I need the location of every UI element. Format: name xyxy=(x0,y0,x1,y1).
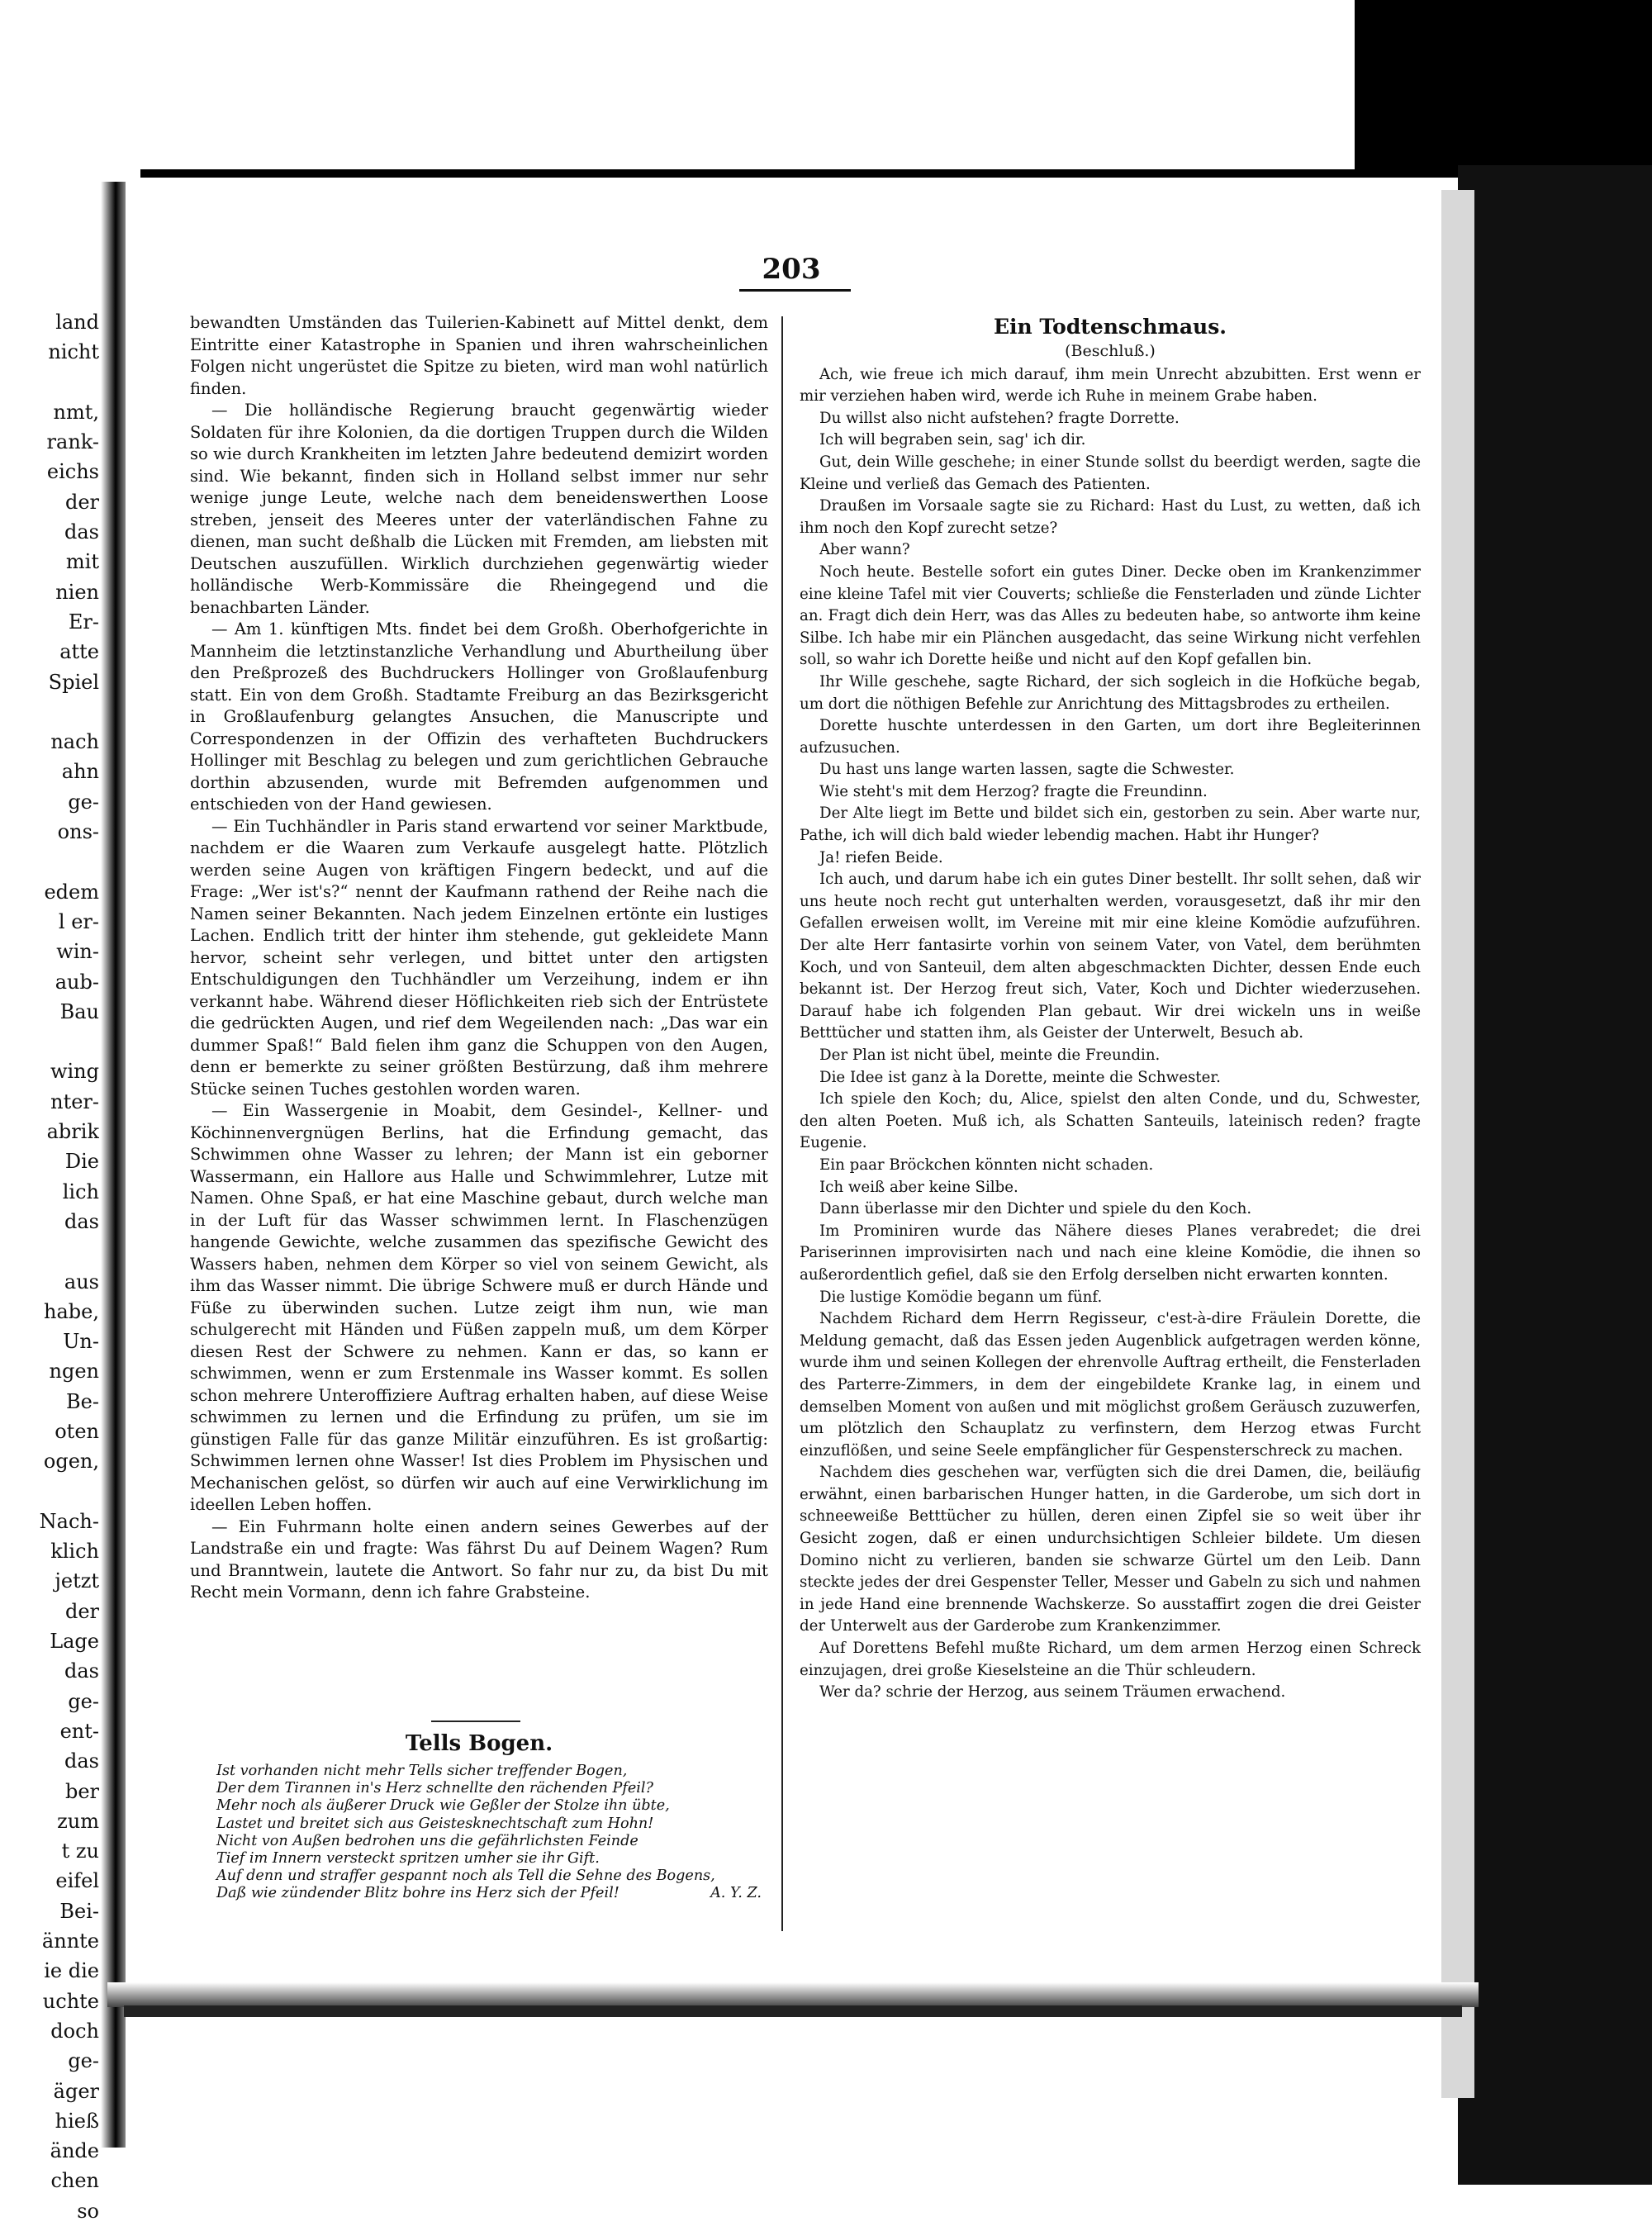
scan-bottom-shadow xyxy=(107,1982,1479,2007)
poem-title: Tells Bogen. xyxy=(405,1731,553,1756)
prev-page-fragment: ogen, xyxy=(43,1450,99,1474)
prev-page-fragment: Spiel xyxy=(48,670,99,694)
prev-page-fragment: das xyxy=(64,1659,99,1683)
prev-page-fragment: hieß xyxy=(55,2109,99,2133)
prev-page-fragment: so xyxy=(77,2199,99,2223)
prev-page-fragment: Lage xyxy=(50,1630,99,1654)
prev-page-fragment: klich xyxy=(50,1540,99,1564)
prev-page-fragment xyxy=(0,1477,99,1507)
story-paragraph: Du hast uns lange warten lassen, sagte die Schwester. xyxy=(819,761,1235,779)
prev-page-fragment: nien xyxy=(55,580,99,604)
scan-top-left-margin xyxy=(0,0,140,198)
column-divider xyxy=(781,316,783,1931)
story-paragraph: Dorette huschte unterdessen in den Garten, um dort ihre Begleiterinnen aufzusuchen. xyxy=(800,717,1421,757)
story-paragraph: Ja! riefen Beide. xyxy=(819,848,943,866)
story-paragraph: Im Prominiren wurde das Nähere dieses Planes verabredet; die drei Pariserinnen improvisirten nach und nach eine kleine Komödie, die ihnen so außerordentlich gefiel, daß sie den Erfolg derselben nicht erwarten konnten. xyxy=(800,1222,1421,1284)
previous-page-fragments xyxy=(0,307,99,2226)
prev-page-fragment: zum xyxy=(57,1809,99,1833)
story-body xyxy=(800,364,1421,1704)
prev-page-fragment: land xyxy=(55,311,99,334)
prev-page-fragment: Bau xyxy=(59,999,99,1023)
story-paragraph: Draußen im Vorsaale sagte sie zu Richard: Hast du Lust, zu wetten, daß ich ihm noch den Kopf zurecht setze? xyxy=(800,497,1421,537)
scan-bottom-border xyxy=(124,2005,1462,2017)
news-paragraph: — Ein Fuhrmann holte einen andern seines Gewerbes auf der Landstraße ein und fragte: Was fährst Du auf Deinem Wagen? Rum und Branntwein, lautete die Antwort. So fahr nur zu, da bist Du mit Recht mein Vormann, denn ich fahre Grabsteine. xyxy=(190,1516,768,1602)
poem-line: Nicht von Außen bedrohen uns die gefährlichsten Feinde xyxy=(216,1832,638,1849)
poem-closing-verse: Daß wie zündender Blitz bohre ins Herz sich der Pfeil! xyxy=(216,1885,620,1902)
prev-page-fragment: das xyxy=(64,520,99,544)
prev-page-fragment: nach xyxy=(50,730,99,754)
news-paragraph: — Ein Wassergenie in Moabit, dem Gesindel-, Kellner- und Köchinnenvergnügen Berlins, hat die Erfindung gemacht, das Schwimmen ohne Wasser zu lehren; der Mann ist ein geborner Wassermann, ein Hallore aus Halle und Schwimmlehrer, Lutze mit Namen. Ohne Spaß, er hat eine Maschine gebaut, durch welche man in der Luft für das Wasser schwimmen lernt. In Flaschenzügen hangende Gewichte, welche zusammen das spezifische Gewicht des Wassers haben, nehmen dem Körper so viel von seinem Gewicht, als ihm das Wasser nimmt. Die übrige Schwere muß er durch Hände und Füße zu überwinden suchen. Lutze zeigt ihm nun, wie man schulgerecht mit Händen und Füßen zappeln muß, um dem Körper diesen Rest der Schwere zu nehmen. Kann er das, so kann er schwimmen, wenn er zum Erstenmale ins Wasser kommt. Es sollen schon mehrere Unteroffiziere Auftrag erhalten haben, auf diese Weise schwimmen zu lernen und die Erfindung zu prüfen, um sie im günstigen Falle für das ganze Militär einzuführen. Es ist großartig: Schwimmen lernen ohne Wasser! Ist dies Problem im Physischen und Mechanischen gelöst, so dürfen wir auch auf eine Verwirklichung im ideellen Leben hoffen. xyxy=(190,1101,768,1514)
page-number-rule xyxy=(739,289,851,292)
prev-page-fragment: ngen xyxy=(49,1360,99,1384)
prev-page-fragment: nter- xyxy=(50,1089,99,1113)
poem-line: Auf denn und straffer gespannt noch als Tell die Sehne des Bogens, xyxy=(216,1868,715,1885)
story-paragraph: Auf Dorettens Befehl mußte Richard, um dem armen Herzog einen Schreck einzujagen, drei große Kieselsteine an die Thür schleudern. xyxy=(800,1640,1421,1679)
prev-page-fragment: Un- xyxy=(63,1330,99,1354)
story-paragraph: Gut, dein Wille geschehe; in einer Stunde sollst du beerdigt werden, sagte die Kleine und verließ das Gemach des Patienten. xyxy=(800,453,1421,493)
prev-page-fragment: Die xyxy=(64,1150,99,1174)
prev-page-fragment: ände xyxy=(50,2139,99,2163)
poem-line: Der dem Tirannen in's Herz schnellte den rächenden Pfeil? xyxy=(216,1780,653,1797)
story-paragraph: Ach, wie freue ich mich darauf, ihm mein Unrecht abzubitten. Erst wenn er mir verziehen haben wird, werde ich Ruhe in meinem Grabe haben. xyxy=(800,365,1421,406)
story-paragraph: Wie steht's mit dem Herzog? fragte die Freundinn. xyxy=(819,782,1208,800)
story-subtitle: (Beschluß.) xyxy=(1065,342,1156,360)
prev-page-fragment: ons- xyxy=(57,820,99,844)
prev-page-fragment: Nach- xyxy=(39,1509,99,1533)
story-title: Ein Todtenschmaus. xyxy=(993,315,1227,339)
page-edge xyxy=(1441,190,1474,2098)
story-paragraph: Dann überlasse mir den Dichter und spiele du den Koch. xyxy=(819,1200,1252,1218)
prev-page-fragment: rank- xyxy=(46,430,99,454)
story-paragraph: Ihr Wille geschehe, sagte Richard, der sich sogleich in die Hofküche begab, um dort die nöthigen Befehle zur Anrichtung des Mittagsbrodes zu ertheilen. xyxy=(800,672,1421,713)
scan-top-margin xyxy=(0,0,1355,169)
prev-page-fragment: abrik xyxy=(46,1120,99,1144)
prev-page-fragment: nmt, xyxy=(53,400,99,424)
prev-page-fragment: mit xyxy=(65,550,99,574)
poem-line: Lastet und breitet sich aus Geisteskneсhtschaft zum Hohn! xyxy=(216,1815,654,1832)
prev-page-fragment: ie die xyxy=(44,1959,99,1983)
story-paragraph: Du willst also nicht aufstehen? fragte Dorrette. xyxy=(819,409,1180,427)
prev-page-fragment: t zu xyxy=(61,1839,99,1863)
prev-page-fragment: lich xyxy=(62,1179,99,1203)
story-paragraph: Ich spiele den Koch; du, Alice, spielst den alten Conde, und du, Schwester, den alten Poeten. Muß ich, als Schatten Santeuils, lateinisch reden? fragte Eugenie. xyxy=(800,1090,1421,1152)
poem-last-line xyxy=(216,1885,762,1902)
scan-right-border xyxy=(1458,165,1652,2185)
poem xyxy=(216,1763,762,1903)
prev-page-fragment: aub- xyxy=(55,970,99,994)
story-paragraph: Wer da? schrie der Herzog, aus seinem Träumen erwachend. xyxy=(819,1683,1286,1702)
news-paragraph: bewandten Umständen das Tuilerien-Kabinett auf Mittel denkt, dem Eintritte einer Katastrophe in Spanien und ihren wahrscheinlichen Folgen nicht ungerüstet die Spitze zu bieten, wird man wohl natürlich finden. xyxy=(190,313,768,398)
story-paragraph: Ich weiß aber keine Silbe. xyxy=(819,1178,1018,1196)
poem-line: Ist vorhanden nicht mehr Tells sicher treffender Bogen, xyxy=(216,1763,628,1779)
binding-gutter xyxy=(101,182,126,2148)
prev-page-fragment: habe, xyxy=(44,1299,99,1323)
prev-page-fragment: der xyxy=(64,1599,99,1623)
prev-page-fragment xyxy=(0,368,99,397)
news-paragraph: — Am 1. künftigen Mts. findet bei dem Großh. Oberhofgerichte in Mannheim die letztinstanzliche Verhandlung und Aburtheilung über den Preßprozeß des Buchdruckers Hollinger von Großlaufenburg statt. Ein von dem Großh. Stadtamte Freiburg an das Bezirksgericht in Großlaufenburg gelangtes Ansuchen, die Manuscripte und Correspondenzen in der Offizin des verhafteten Buchdruckers Hollinger mit Beschlag zu belegen und zum gerichtlichen Gebrauche dorthin abzusenden, wurde mit Befremden aufgenommen und entschieden von der Hand gewiesen. xyxy=(190,619,768,814)
poem-line: Tief im Innern versteckt spritzen umher sie ihr Gift. xyxy=(216,1850,600,1868)
news-paragraph: — Die holländische Regierung braucht gegenwärtig wieder Soldaten für ihre Kolonien, da die dortigen Truppen durch die Wilden so wie durch Krankheiten im letzten Jahre bedeutend demizirt worden sind. Wie bekannt, finden sich in Holland selbst immer nur sehr wenige junge Leute, welche nach dem beneidenswerthen Loose streben, jenseit des Meeres unter der vaterländischen Fahne zu dienen, man sucht deßhalb die Lücken mit Fremden, am liebsten mit Deutschen auszufüllen. Wirklich durchziehen gegenwärtig wieder holländische Werb-Kommissäre die Rheingegend und die benachbarten Länder. xyxy=(190,401,768,617)
prev-page-fragment: eichs xyxy=(46,460,99,484)
prev-page-fragment: Er- xyxy=(68,610,99,634)
prev-page-fragment: der xyxy=(64,490,99,514)
story-paragraph: Der Alte liegt im Bette und bildet sich ein, gestorben zu sein. Aber warte nur, Pathe, ich will dich bald wieder lebendig machen. Habt ihr Hunger? xyxy=(800,804,1421,845)
prev-page-fragment: ge- xyxy=(68,2049,99,2073)
prev-page-fragment xyxy=(0,1027,99,1056)
prev-page-fragment: ge- xyxy=(68,1689,99,1713)
poem-separator xyxy=(431,1721,520,1722)
prev-page-fragment: Be- xyxy=(66,1389,99,1413)
story-paragraph: Ein paar Bröckchen könnten nicht schaden. xyxy=(819,1156,1154,1174)
prev-page-fragment: das xyxy=(64,1209,99,1233)
prev-page-fragment: edem xyxy=(44,880,99,904)
prev-page-fragment xyxy=(0,697,99,727)
prev-page-fragment: wing xyxy=(50,1060,99,1084)
prev-page-fragment: doch xyxy=(50,2019,99,2043)
prev-page-fragment: aus xyxy=(64,1270,99,1293)
story-paragraph: Nachdem Richard dem Herrn Regisseur, c'est-à-dire Fräulein Dorette, die Meldung gemacht, daß das Essen jeden Augenblick aufgetragen werden könne, wurde ihm und seinen Kollegen der ehrenvolle Auftrag ertheilt, die Fensterladen des Parterre-Zimmers, in dem der eingebildete Kranke lag, in einem und demselben Moment von außen und mit möglichst großem Geräusch zuzuwerfen, um plötzlich den Schauplatz zu verfinstern, dem Herzog etwas Furcht einzuflößen, und seine Seele empfänglicher für Gespensterschreck zu machen. xyxy=(800,1310,1421,1459)
prev-page-fragment: chen xyxy=(50,2169,99,2193)
story-paragraph: Der Plan ist nicht übel, meinte die Freundin. xyxy=(819,1047,1161,1064)
right-column-story xyxy=(800,314,1421,1704)
prev-page-fragment: das xyxy=(64,1749,99,1773)
prev-page-fragment: ber xyxy=(64,1779,99,1803)
story-paragraph: Die lustige Komödie begann um fünf. xyxy=(819,1288,1103,1306)
prev-page-fragment: nicht xyxy=(48,340,99,364)
news-paragraph: — Ein Tuchhändler in Paris stand erwartend vor seiner Marktbude, nachdem er die Waaren zum Verkaufe ausgelegt hatte. Plötzlich werden seine Augen von kräftigen Fingern bedeckt, und auf die Frage: „Wer ist's?“ nennt der Kaufmann rathend der Reihe nach die Namen seiner Bekannten. Nach jedem Einzelnen ertönte ein lustiges Lachen. Endlich tritt der hinter ihm stehende, gut gekleidete Mann hervor, scheint sehr verlegen, und bittet unter den artigsten Entschuldigungen den Tuchhändler um Verzeihung, indem er ihn verkannt habe. Während dieser Höflichkeiten rieb sich der Entrüstete die gedrückten Augen, und rief dem Wegeilenden nach: „Das war ein dummer Spaß!“ Bald fielen ihm ganz die Schuppen von den Augen, denn er bemerkte zu seiner größten Bestürzung, daß ihm mehrere Stücke seinen Tuches gestohlen worden waren. xyxy=(190,816,768,1099)
prev-page-fragment: l er- xyxy=(58,909,99,933)
prev-page-fragment: ent- xyxy=(59,1719,99,1743)
poem-lines xyxy=(216,1763,762,1885)
prev-page-fragment xyxy=(0,1236,99,1266)
prev-page-fragment: jetzt xyxy=(55,1569,99,1593)
prev-page-fragment: äger xyxy=(53,2079,99,2103)
prev-page-fragment xyxy=(0,847,99,876)
story-paragraph: Die Idee ist ganz à la Dorette, meinte die Schwester. xyxy=(819,1068,1221,1086)
prev-page-fragment: ge- xyxy=(68,790,99,814)
story-paragraph: Noch heute. Bestelle sofort ein gutes Diner. Decke oben im Krankenzimmer eine kleine Tafel mit vier Couverts; schließe die Fensterladen und zünde Lichter an. Fragt dich dein Herr, was das Alles zu bedeuten habe, so antworte ihm keine Silbe. Ich habe mir ein Plänchen ausgedacht, das seine Wirkung nicht verfehlen soll, so wahr ich Dorette heiße und nicht auf den Kopf gefallen bin. xyxy=(800,562,1421,669)
prev-page-fragment: ännte xyxy=(41,1929,99,1953)
prev-page-fragment: ahn xyxy=(61,760,99,784)
prev-page-fragment: Bei- xyxy=(59,1899,99,1923)
prev-page-fragment: uchte xyxy=(42,1989,99,2013)
prev-page-fragment: win- xyxy=(56,940,99,964)
story-paragraph: Nachdem dies geschehen war, verfügten sich die drei Damen, die, beiläufig erwähnt, einen barbarischen Hunger hatten, in die Garderobe, um sich dort in schneeweiße Betttücher zu hüllen, deren einen Zipfel sie so weit über ihr Gesicht zogen, daß er einen undurchsichtigen Schleier bildete. Um diesen Domino nicht zu verlieren, banden sie schwarze Gürtel um den Leib. Dann steckte jedes der drei Gespenster Teller, Messer und Gabeln zu sich und nahmen in jede Hand eine brennende Wachskerze. So ausstaffirt zogen die drei Geister der Unterwelt aus der Garderobe zum Krankenzimmer. xyxy=(800,1464,1421,1635)
left-column-news xyxy=(190,312,768,1604)
story-paragraph: Aber wann? xyxy=(819,541,910,559)
story-paragraph: Ich will begraben sein, sag' ich dir. xyxy=(819,431,1086,449)
prev-page-fragment: eifel xyxy=(55,1869,99,1893)
poem-line: Mehr noch als äußerer Druck wie Geßler der Stolze ihn übte, xyxy=(216,1797,670,1815)
prev-page-fragment: atte xyxy=(59,640,99,664)
prev-page-fragment: oten xyxy=(55,1419,99,1443)
poem-signature: A. Y. Z. xyxy=(710,1885,762,1902)
page-number: 203 xyxy=(762,253,821,286)
story-paragraph: Ich auch, und darum habe ich ein gutes Diner bestellt. Ihr sollt sehen, daß wir uns heute noch recht gut unterhalten werden, vorausgesetzt, daß ihr mir den Gefallen erweisen wollt, im Vereine mit mir eine kleine Komödie aufzuführen. Der alte Herr fantasirte vorhin von seinem Vater, von Vatel, dem berühmten Koch, und von Santeuil, dem alten abgeschmackten Dichter, dessen Ende euch bekannt ist. Der Herzog freut sich, Vater, Koch und Dichter wiederzusehen. Darauf habe ich folgenden Plan gebaut. Wir drei wickeln uns in weiße Betttücher und statten ihm, als Geister der Unterwelt, Besuch ab. xyxy=(800,871,1421,1042)
